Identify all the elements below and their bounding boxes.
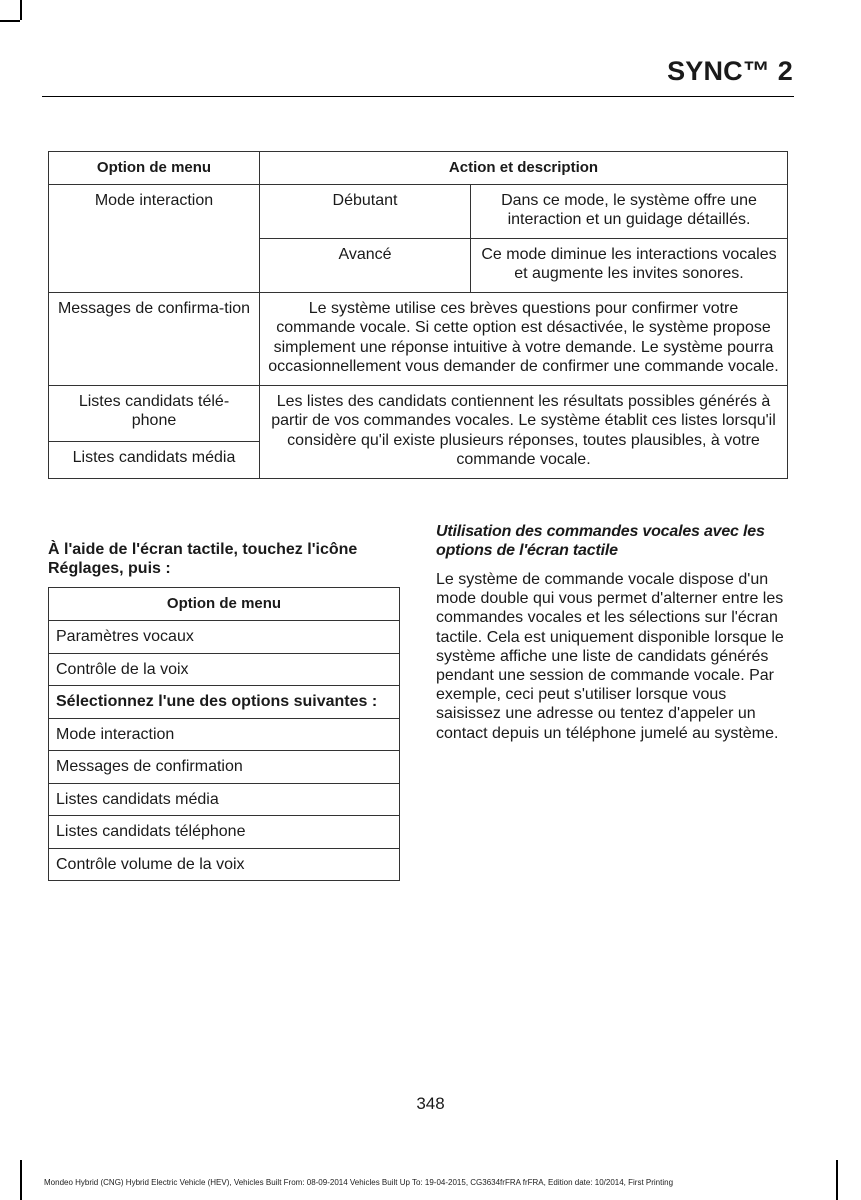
menu-item: Listes candidats téléphone: [49, 816, 400, 849]
column-header-action: Action et description: [260, 152, 788, 185]
option-listes-telephone: Listes candidats télé-phone: [49, 385, 260, 442]
column-header-option: Option de menu: [49, 152, 260, 185]
page-title: SYNC™ 2: [667, 56, 793, 86]
page-number: 348: [416, 1094, 445, 1113]
menu-item: Paramètres vocaux: [49, 621, 400, 654]
option-listes-media: Listes candidats média: [49, 442, 260, 478]
listes-desc: Les listes des candidats contiennent les résultats possibles générés à partir de vos commandes vocales. Le système établit ces listes lorsqu'il considère qu'il existe plusieurs réponses, toutes plausibles, à votre commande vocale.: [260, 385, 788, 478]
table-row: [49, 238, 788, 292]
messages-confirmation-desc: Le système utilise ces brèves questions pour confirmer votre commande vocale. Si cette option est désactivée, le système propose simplement une réponse intuitive à votre demande. Le système pourra occasionnellement vous demander de confirmer une commande vocale.: [260, 292, 788, 385]
table-row: [49, 184, 788, 238]
menu-item: Mode interaction: [49, 718, 400, 751]
crop-mark-top-left: [20, 0, 22, 20]
crop-mark-top-left-h: [0, 20, 20, 22]
crop-mark-bottom-left: [20, 1160, 22, 1200]
options-table: [48, 151, 788, 479]
mode-avance-desc: Ce mode diminue les interactions vocales et augmente les invites sonores.: [471, 238, 788, 292]
right-heading: Utilisation des commandes vocales avec les options de l'écran tactile: [436, 523, 765, 559]
mode-debutant-name: Débutant: [260, 184, 471, 238]
table-row: [49, 292, 788, 385]
menu-column-header: Option de menu: [49, 588, 400, 621]
mode-avance-name: Avancé: [260, 238, 471, 292]
left-heading: À l'aide de l'écran tactile, touchez l'icône Réglages, puis :: [48, 541, 358, 577]
footer-text: Mondeo Hybrid (CNG) Hybrid Electric Vehicle (HEV), Vehicles Built From: 08-09-2014 Vehicles Built Up To: 19-04-2015, CG3634frFRA frFRA, Edition date: 10/2014, First Printing: [44, 1178, 674, 1187]
table-header-row: [49, 152, 788, 185]
table-row: [49, 385, 788, 442]
option-mode-interaction: Mode interaction: [49, 184, 260, 238]
menu-item: Contrôle volume de la voix: [49, 848, 400, 881]
right-body-text: Le système de commande vocale dispose d'un mode double qui vous permet d'alterner entre les commandes vocales et les sélections sur l'écran tactile. Cela est uniquement disponible lorsque le système affiche une liste de candidats générés pendant une session de commande vocale. Par exemple, ceci peut s'utiliser lorsque vous saisissez une adresse ou tentez d'appeler un contact depuis un téléphone jumelé au système.: [436, 571, 784, 742]
mode-debutant-desc: Dans ce mode, le système offre une interaction et un guidage détaillés.: [471, 184, 788, 238]
menu-table: [48, 587, 400, 881]
menu-item: Contrôle de la voix: [49, 653, 400, 686]
header-rule: [42, 96, 794, 97]
menu-item-instruction: Sélectionnez l'une des options suivantes :: [49, 686, 400, 719]
crop-mark-bottom-right: [836, 1160, 838, 1200]
menu-item: Listes candidats média: [49, 783, 400, 816]
menu-item: Messages de confirmation: [49, 751, 400, 784]
option-messages-confirmation: Messages de confirma-tion: [49, 292, 260, 385]
option-mode-interaction-continued: [49, 238, 260, 292]
menu-header-row: [49, 588, 400, 621]
